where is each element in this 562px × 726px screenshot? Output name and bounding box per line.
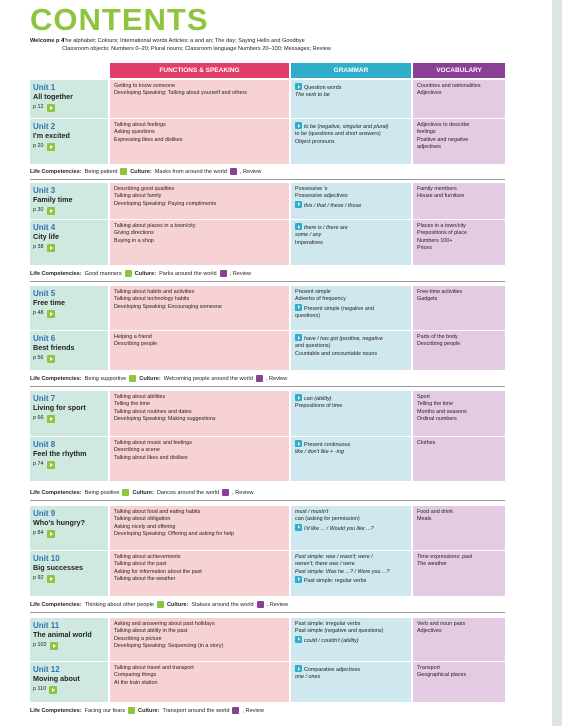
welcome-label: Welcome p 4	[30, 38, 65, 44]
life-competencies-1: Life Competencies: Being patient Culture: Masks from around the world , Review	[30, 168, 262, 175]
vocabulary-cell: Time expressions: past The weather	[413, 551, 505, 596]
vocabulary-cell: Food and drink Meals	[413, 506, 505, 550]
functions-cell: Talking about music and feelings Describing a scene Talking about likes and dislikes	[110, 437, 289, 481]
unit-cell[interactable]: Unit 1 All together p 12	[30, 80, 108, 118]
unit-row-2	[30, 119, 505, 164]
unit-row-7	[30, 391, 505, 436]
life-competencies-5: Life Competencies: Thinking about other people Culture: Statues around the world , Review	[30, 601, 289, 608]
video-icon[interactable]	[295, 201, 302, 208]
unit-row-6	[30, 331, 505, 370]
page-edge	[552, 0, 562, 726]
band-1	[30, 80, 505, 164]
play-icon[interactable]	[47, 415, 55, 423]
unit-row-5	[30, 286, 505, 330]
grammar-cell: Possessive 's Possessive adjectives this / that / these / those	[291, 183, 411, 219]
unit-row-8	[30, 437, 505, 481]
video-icon[interactable]	[295, 524, 302, 531]
play-icon[interactable]	[220, 270, 227, 277]
unit-cell[interactable]: Unit 7 Living for sport p 66	[30, 391, 108, 436]
unit-cell[interactable]: Unit 12 Moving about p 110	[30, 662, 108, 702]
unit-cell[interactable]: Unit 4 City life p 38	[30, 220, 108, 265]
play-icon[interactable]	[47, 207, 55, 215]
play-icon[interactable]	[222, 489, 229, 496]
video-icon[interactable]	[295, 304, 302, 311]
video-icon[interactable]	[122, 489, 129, 496]
unit-cell[interactable]: Unit 6 Best friends p 56	[30, 331, 108, 370]
grammar-cell: Question words The verb to be	[291, 80, 411, 118]
play-icon[interactable]	[47, 530, 55, 538]
unit-row-11	[30, 618, 505, 661]
video-icon[interactable]	[129, 375, 136, 382]
video-icon[interactable]	[125, 270, 132, 277]
play-icon[interactable]	[47, 355, 55, 363]
functions-cell: Getting to know someone Developing Speaking: Talking about yourself and others	[110, 80, 289, 118]
unit-cell[interactable]: Unit 5 Free time p 48	[30, 286, 108, 330]
band-6	[30, 618, 505, 702]
unit-row-10	[30, 551, 505, 596]
grammar-cell: to be (negative, singular and plural) to be (questions and short answers) Object pronouns	[291, 119, 411, 164]
video-icon[interactable]	[295, 576, 302, 583]
life-competencies-3: Life Competencies: Being supportive Culture: Welcoming people around the world , Review	[30, 375, 288, 382]
unit-cell[interactable]: Unit 3 Family time p 30	[30, 183, 108, 219]
header-grammar: GRAMMAR	[291, 63, 411, 78]
play-icon[interactable]	[230, 168, 237, 175]
vocabulary-cell: Places in a town/city Prepositions of place Numbers 100+ Prices	[413, 220, 505, 265]
video-icon[interactable]	[157, 601, 164, 608]
functions-cell: Talking about food and eating habits Talking about obligation Asking nicely and offering Developing Speaking: Offering and asking for help	[110, 506, 289, 550]
vocabulary-cell: Free-time activities Gadgets	[413, 286, 505, 330]
functions-cell: Talking about places in a town/city Giving directions Buying in a shop	[110, 220, 289, 265]
grammar-cell: can (ability) Prepositions of time	[291, 391, 411, 436]
band-2	[30, 183, 505, 265]
play-icon[interactable]	[50, 642, 58, 650]
vocabulary-cell: Transport Geographical places	[413, 662, 505, 702]
life-competencies-6: Life Competencies: Facing our fears Culture: Transport around the world , Review	[30, 707, 264, 714]
grammar-cell: Present continuous like / don't like + -ing	[291, 437, 411, 481]
functions-cell: Asking and answering about past holidays Talking about ability in the past Describing a picture Developing Speaking: Sequencing (in a story)	[110, 618, 289, 661]
play-icon[interactable]	[232, 707, 239, 714]
video-icon[interactable]	[295, 122, 302, 129]
play-icon[interactable]	[47, 575, 55, 583]
functions-cell: Talking about habits and activities Talking about technology habits Developing Speaking: Encouraging someone	[110, 286, 289, 330]
functions-cell: Helping a friend Describing people	[110, 331, 289, 370]
unit-cell[interactable]: Unit 2 I'm excited p 20	[30, 119, 108, 164]
band-3	[30, 286, 505, 370]
unit-cell[interactable]: Unit 8 Feel the rhythm p 74	[30, 437, 108, 481]
vocabulary-cell: Sport Telling the time Months and seasons Ordinal numbers	[413, 391, 505, 436]
vocabulary-cell: Parts of the body Describing people	[413, 331, 505, 370]
grammar-cell: there is / there are some / any Imperatives	[291, 220, 411, 265]
play-icon[interactable]	[256, 375, 263, 382]
video-icon[interactable]	[128, 707, 135, 714]
vocabulary-cell: Countries and nationalities Adjectives	[413, 80, 505, 118]
functions-cell: Describing good qualities Talking about family Developing Speaking: Paying compliments	[110, 183, 289, 219]
unit-cell[interactable]: Unit 11 The animal world p 102	[30, 618, 108, 661]
functions-cell: Talking about achievements Talking about the past Asking for information about the past Talking about the weather	[110, 551, 289, 596]
unit-cell[interactable]: Unit 9 Who's hungry? p 84	[30, 506, 108, 550]
video-icon[interactable]	[295, 665, 302, 672]
video-icon[interactable]	[295, 223, 302, 230]
play-icon[interactable]	[257, 601, 264, 608]
play-icon[interactable]	[47, 143, 55, 151]
play-icon[interactable]	[47, 104, 55, 112]
header-functions: FUNCTIONS & SPEAKING	[110, 63, 289, 78]
band-5	[30, 506, 505, 596]
video-icon[interactable]	[295, 440, 302, 447]
play-icon[interactable]	[47, 461, 55, 469]
life-competencies-4: Life Competencies: Being positive Culture: Dances around the world , Review	[30, 489, 254, 496]
functions-cell: Talking about feelings Asking questions Expressing likes and dislikes	[110, 119, 289, 164]
welcome-line-2: Classroom objects; Numbers 0–20; Plural nouns; Classroom language Numbers 20–100; Messages; Review	[62, 46, 331, 52]
unit-row-3	[30, 183, 505, 219]
play-icon[interactable]	[47, 244, 55, 252]
video-icon[interactable]	[295, 394, 302, 401]
unit-row-12	[30, 662, 505, 702]
functions-cell: Talking about abilities Telling the time Talking about routines and dates Developing Speaking: Making suggestions	[110, 391, 289, 436]
life-competencies-2: Life Competencies: Good manners Culture: Parks around the world , Review	[30, 270, 252, 277]
grammar-cell: Comparative adjectives one / ones	[291, 662, 411, 702]
band-4	[30, 391, 505, 481]
video-icon[interactable]	[295, 636, 302, 643]
grammar-cell: have / has got (positive, negative and questions) Countable and uncountable nouns	[291, 331, 411, 370]
vocabulary-cell: Adjectives to describe feelings Positive and negative adjectives	[413, 119, 505, 164]
welcome-section	[30, 37, 530, 53]
header-vocabulary: VOCABULARY	[413, 63, 505, 78]
video-icon[interactable]	[295, 334, 302, 341]
play-icon[interactable]	[47, 310, 55, 318]
grammar-cell: must / mustn't can (asking for permission) I'd like ... / Would you like ...?	[291, 506, 411, 550]
unit-row-1	[30, 80, 505, 118]
unit-row-4	[30, 220, 505, 265]
vocabulary-cell: Verb and noun pairs Adjectives	[413, 618, 505, 661]
unit-cell[interactable]: Unit 10 Big successes p 92	[30, 551, 108, 596]
grammar-cell: Present simple Adverbs of frequency Present simple (negative and questions)	[291, 286, 411, 330]
vocabulary-cell: Clothes	[413, 437, 505, 481]
functions-cell: Talking about travel and transport Comparing things At the train station	[110, 662, 289, 702]
welcome-line-1: The alphabet; Colours; International words Articles: a and an; The day; Saying Hello and Goodbye	[62, 38, 305, 44]
grammar-cell: Past simple: was / wasn't; were / weren't; there was / were Past simple: Was he ...? / Were you ...? Past simple: regular verbs	[291, 551, 411, 596]
vocabulary-cell: Family members House and furniture	[413, 183, 505, 219]
play-icon[interactable]	[49, 686, 57, 694]
grammar-cell: Past simple: irregular verbs Past simple (negative and questions) could / couldn't (ability)	[291, 618, 411, 661]
page-title: CONTENTS	[30, 2, 209, 37]
video-icon[interactable]	[120, 168, 127, 175]
video-icon[interactable]	[295, 83, 302, 90]
unit-row-9	[30, 506, 505, 550]
